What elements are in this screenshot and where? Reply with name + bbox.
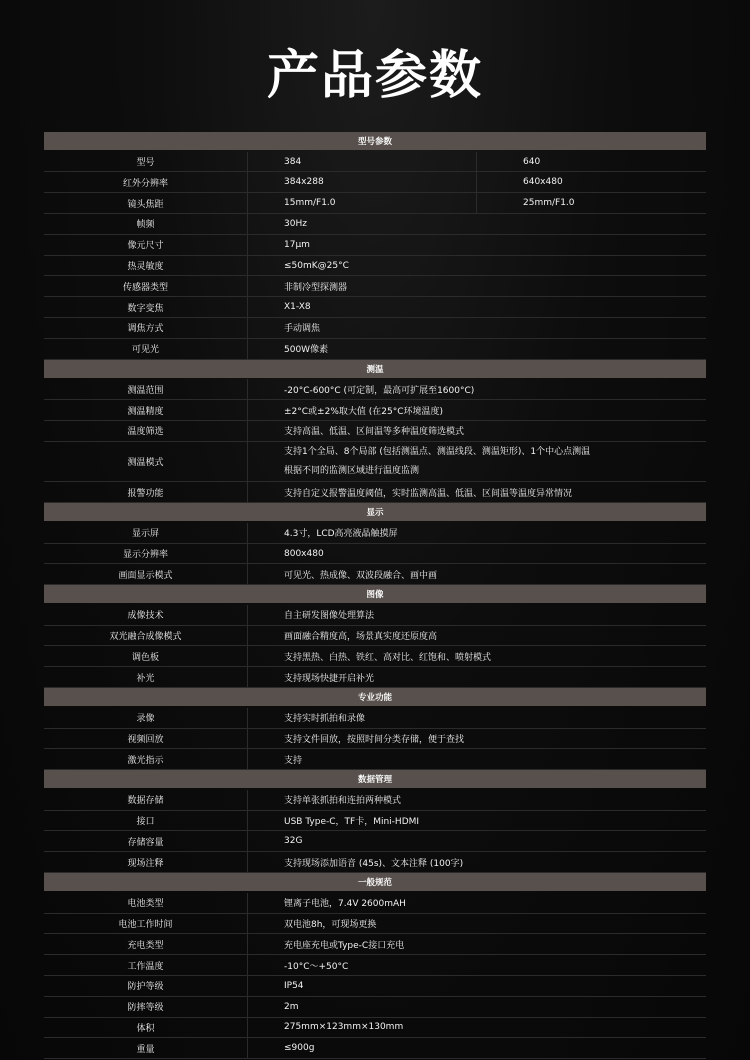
spec-value: 32G: [284, 836, 303, 847]
spec-value: 手动调焦: [284, 324, 321, 335]
spec-value: 支持文件回放，按照时间分类存储，便于查找: [284, 734, 465, 745]
spec-label: 热灵敏度: [44, 256, 248, 276]
spec-value: 800x480: [284, 548, 324, 559]
spec-label: 视频回放: [44, 729, 248, 749]
spec-value: 支持高温、低温、区间温等多种温度筛选模式: [284, 427, 465, 438]
spec-row: [44, 934, 706, 955]
spec-row: [44, 318, 706, 339]
spec-label: 重量: [44, 1038, 248, 1058]
section-header: 型号参数: [44, 132, 706, 150]
spec-section: [44, 132, 706, 360]
spec-row: [44, 790, 706, 811]
spec-value: 支持实时抓拍和录像: [284, 714, 366, 725]
section-header: 测温: [44, 360, 706, 378]
spec-section: [44, 585, 706, 688]
spec-label: 调色板: [44, 646, 248, 666]
spec-row: [44, 564, 706, 585]
spec-row: [44, 626, 706, 647]
spec-value: 25mm/F1.0: [523, 198, 575, 209]
spec-value: 支持: [284, 755, 303, 766]
spec-row: [44, 339, 706, 360]
section-header: 专业功能: [44, 688, 706, 706]
spec-value: ±2°C或±2%取大值 (在25°C环境温度): [284, 406, 443, 417]
spec-label: 充电类型: [44, 934, 248, 954]
spec-value: USB Type-C，TF卡，Mini-HDMI: [284, 817, 420, 828]
spec-row: [44, 811, 706, 832]
spec-section: [44, 770, 706, 873]
spec-value: 384x288: [248, 172, 477, 192]
spec-row: [44, 852, 706, 873]
spec-row: [44, 276, 706, 297]
spec-label: 调焦方式: [44, 318, 248, 338]
spec-label: 镜头焦距: [44, 193, 248, 213]
spec-label: 录像: [44, 708, 248, 728]
spec-value: ≤900g: [284, 1043, 315, 1054]
spec-row: [44, 729, 706, 750]
spec-label: 像元尺寸: [44, 235, 248, 255]
spec-section: [44, 873, 706, 1059]
spec-label: 体积: [44, 1018, 248, 1038]
spec-label: 画面显示模式: [44, 564, 248, 584]
spec-value: -10°C～+50°C: [284, 961, 349, 972]
spec-row: [44, 1018, 706, 1039]
spec-label: 防摔等级: [44, 997, 248, 1017]
spec-row: [44, 831, 706, 852]
spec-value: 锂离子电池，7.4V 2600mAH: [284, 899, 406, 910]
spec-row: [44, 442, 706, 483]
spec-row: [44, 605, 706, 626]
spec-label: 报警功能: [44, 482, 248, 502]
spec-value: ≤50mK@25°C: [284, 260, 349, 271]
spec-value: 640: [523, 156, 541, 167]
spec-row: [44, 482, 706, 503]
spec-value: 支持单张抓拍和连拍两种模式: [284, 796, 402, 807]
spec-value: 275mm×123mm×130mm: [284, 1022, 404, 1033]
spec-value: 支持自定义报警温度阈值，实时监测高温、低温、区间温等温度异常情况: [284, 488, 573, 499]
spec-row: [44, 421, 706, 442]
spec-table: [44, 132, 706, 1059]
section-header: 数据管理: [44, 770, 706, 788]
spec-label: 电池工作时间: [44, 914, 248, 934]
spec-label: 成像技术: [44, 605, 248, 625]
spec-value: 15mm/F1.0: [248, 193, 477, 213]
spec-row: [44, 708, 706, 729]
spec-label: 电池类型: [44, 893, 248, 913]
spec-value: 640x480: [523, 177, 563, 188]
spec-value: 384: [248, 152, 477, 172]
spec-row: [44, 400, 706, 421]
spec-value-line: 根据不同的监测区域进行温度监测: [284, 465, 420, 476]
spec-label: 型号: [44, 152, 248, 172]
spec-value: 充电座充电或Type-C接口充电: [284, 940, 405, 951]
spec-label: 接口: [44, 811, 248, 831]
spec-value: [248, 442, 706, 482]
spec-row: [44, 523, 706, 544]
spec-value: -20°C-600°C (可定制，最高可扩展至1600°C): [284, 385, 475, 396]
spec-label: 工作温度: [44, 955, 248, 975]
spec-row: [44, 544, 706, 565]
spec-label: 测温范围: [44, 379, 248, 399]
spec-value: 双电池8h，可现场更换: [284, 919, 377, 930]
spec-value: 支持现场添加语音 (45s)、文本注释 (100字): [284, 858, 464, 869]
spec-value: 画面融合精度高，场景真实度还原度高: [284, 632, 438, 643]
spec-section: [44, 360, 706, 503]
spec-value: 可见光、热成像、双波段融合、画中画: [284, 570, 438, 581]
spec-value: X1-X8: [284, 302, 311, 313]
spec-label: 显示分辨率: [44, 544, 248, 564]
spec-label: 激光指示: [44, 749, 248, 769]
spec-value: IP54: [284, 980, 304, 991]
section-header: 一般规范: [44, 873, 706, 891]
spec-row: [44, 976, 706, 997]
spec-row: [44, 1038, 706, 1059]
spec-row: [44, 256, 706, 277]
spec-section: [44, 503, 706, 585]
spec-row: [44, 749, 706, 770]
spec-row: [44, 214, 706, 235]
spec-row: [44, 235, 706, 256]
spec-label: 防护等级: [44, 976, 248, 996]
spec-value: 500W像素: [284, 345, 329, 356]
spec-value: 17μm: [284, 239, 310, 250]
spec-row: [44, 172, 706, 193]
spec-label: 红外分辨率: [44, 172, 248, 192]
spec-label: 存储容量: [44, 831, 248, 851]
spec-label: 传感器类型: [44, 276, 248, 296]
spec-row: [44, 646, 706, 667]
spec-label: 可见光: [44, 339, 248, 359]
spec-label: 数据存储: [44, 790, 248, 810]
spec-row: [44, 667, 706, 688]
spec-row: [44, 914, 706, 935]
spec-label: 帧频: [44, 214, 248, 234]
spec-row: [44, 379, 706, 400]
spec-row: [44, 193, 706, 214]
spec-value: 30Hz: [284, 218, 307, 229]
spec-label: 现场注释: [44, 852, 248, 872]
spec-row: [44, 152, 706, 173]
spec-section: [44, 688, 706, 770]
spec-label: 显示屏: [44, 523, 248, 543]
spec-label: 补光: [44, 667, 248, 687]
spec-value: 支持黑热、白热、铁红、高对比、红饱和、喷射模式: [284, 652, 492, 663]
spec-value: 4.3寸，LCD高亮液晶触摸屏: [284, 529, 398, 540]
spec-label: 测温精度: [44, 400, 248, 420]
spec-label: 温度筛选: [44, 421, 248, 441]
section-header: 图像: [44, 585, 706, 603]
spec-label: 双光融合成像模式: [44, 626, 248, 646]
spec-value: 非制冷型探测器: [284, 282, 348, 293]
spec-value: 自主研发图像处理算法: [284, 611, 375, 622]
spec-label: 数字变焦: [44, 297, 248, 317]
spec-value-line: 支持1个全局、8个局部 (包括测温点、测温线段、测温矩形)、1个中心点测温: [284, 446, 591, 457]
spec-value: 2m: [284, 1001, 299, 1012]
spec-row: [44, 955, 706, 976]
spec-value: 支持现场快捷开启补光: [284, 673, 375, 684]
section-header: 显示: [44, 503, 706, 521]
spec-row: [44, 297, 706, 318]
spec-row: [44, 997, 706, 1018]
page-title: 产品参数: [266, 46, 483, 106]
spec-label: 测温模式: [44, 442, 248, 482]
spec-row: [44, 893, 706, 914]
